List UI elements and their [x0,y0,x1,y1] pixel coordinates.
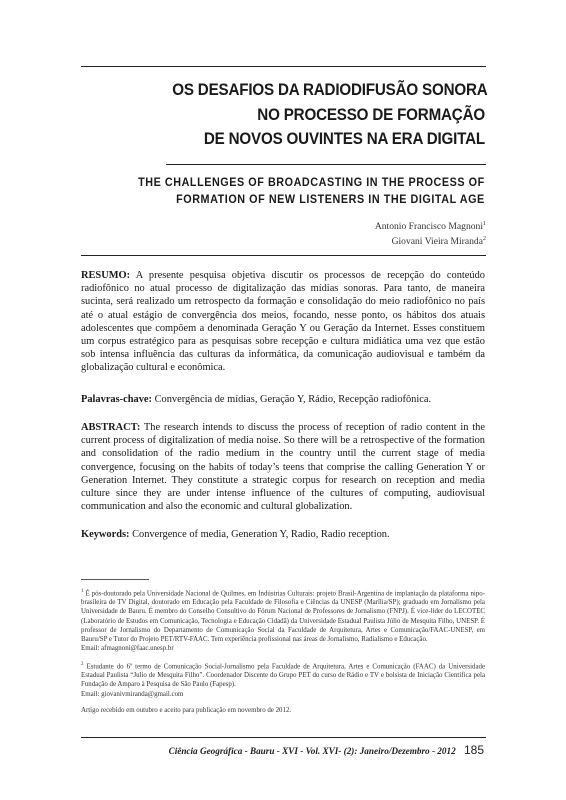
journal-citation: Ciência Geográfica - Bauru - XVI - Vol. XVI- (2): Janeiro/Dezembro - 2012 [168,746,456,756]
top-rule [81,66,486,67]
title-line: DE NOVOS OUVINTES NA ERA DIGITAL [203,130,485,148]
footnote-email: Email: giovanivmiranda@gmail.com [81,690,184,698]
keywords-text: Convergence of media, Generation Y, Radio, Radio reception. [132,529,390,540]
author-list [375,218,486,248]
subtitle-line: FORMATION OF NEW LISTENERS IN THE DIGITAL AGE [176,193,485,206]
keywords-paragraph [81,528,485,541]
title-line: NO PROCESSO DE FORMAÇÃO [257,105,485,124]
abstract-text: The research intends to discuss the process of reception of radio content in the current process of digitalization of media noise. So there will be a retrospective of the formation and consolidation of the radio medium in the country until the current stage of media convergence, focusing on the habits of today’s teens that comprise the calling Generation Y or Generation Internet. They constitute a strategic corpus for research on reception and media culture since they are under intense influence of the cultures of computing, audiovisual communication and also the economic and cultural globalization. [81,422,485,513]
author-name: Antonio Francisco Magnoni$^1$ [374,221,486,233]
article-title-english [138,174,485,208]
footnotes [81,587,485,722]
title-divider [166,164,486,165]
footnote-email: Email: afmagnoni@faac.unesp.br [81,644,174,652]
palavras-chave-paragraph [81,393,485,406]
received-note: Artigo recebido em outubro e aceito para publicação em novembro de 2012. [81,706,292,714]
keywords-label: Keywords: [81,529,130,540]
footnote: $^2$ Estudante do 6º termo de Comunicação Social-Jornalismo pela Faculdade de Arquitetura, Artes e Comunicação (FAAC) da Universidade Estadual Paulista “Julio de Mesquita Filho”. Coordenador Discente do Grupo PET do curso de Rádio e TV e bolsista de Iniciação Científica pela Fundação de Amparo à Pesquisa de São Paulo (Fapesp). Email: giovanivmiranda@gmail.com [81,661,486,698]
page-footer [169,743,484,757]
footnote-separator [81,579,149,580]
palavras-chave-label: Palavras-chave: [81,394,152,405]
resumo-text: A presente pesquisa objetiva discutir os processos de recepção do conteúdo radiofônico no atual processo de digitalização das mídias sonoras. Para tanto, de maneira sucinta, será realizado um retrospecto da formação e consolidação do meio radiofônico no país até o atual estágio de convergência dos meios, focando, nesse ponto, os hábitos dos atuais adolescentes que compõem a denominada Geração Y ou Geração da Internet. Esses constituem um corpus estratégico para as pesquisas sobre recepção e cultura midiática uma vez que estão sob intensa influência das culturas da informática, da comunicação audiovisual e também da globalização cultural e econômica. [81,270,485,374]
palavras-chave-text: Convergência de mídias, Geração Y, Rádio, Recepção radiofônica. [154,394,432,405]
abstract-label: ABSTRACT: [81,422,141,433]
abstract-paragraph [81,421,485,513]
footnote: $^1$ É pós-doutorado pela Universidade Nacional de Quilmes, em Indústrias Culturais: projeto Brasil-Argentina de implantação da plataforma nipo-brasileira de TV Digital, doutorado em Educação pela Faculdade de Filosofia e Ciências da UNESP (Marília/SP); graduado em Jornalismo pela Universidade de Bauru. É membro do Conselho Consultivo do Fórum Nacional de Professores de Jornalismo (FNPJ). É vice-líder do LECOTEC (Laboratório de Estudos em Comunicação, Tecnologia e Educação Cidadã) da Universidade Estadual Paulista Júlio de Mesquita Filho, UNESP. É professor de Jornalismo do Departamento de Comunicação Social da Faculdade de Arquitetura, Artes e Comunicação/FAAC-UNESP, em Bauru/SP e Tutor do Projeto PET/RTV-FAAC. Tem experiência profissional nas áreas de Jornalismo, Radialismo e Educação. Email: afmagnoni@faac.unesp.br [81,589,485,652]
page-number: 185 [463,743,484,757]
author-name: Giovani Vieira Miranda$^2$ [391,236,486,248]
resumo-label: RESUMO: [81,270,131,281]
article-title-portuguese [172,78,488,152]
resumo-paragraph [81,269,485,375]
title-line: OS DESAFIOS DA RADIODIFUSÃO SONORA [172,81,488,99]
footer-rule [81,737,486,738]
subtitle-line: THE CHALLENGES OF BROADCASTING IN THE PROCESS OF [138,176,485,189]
authors-divider [81,255,486,256]
